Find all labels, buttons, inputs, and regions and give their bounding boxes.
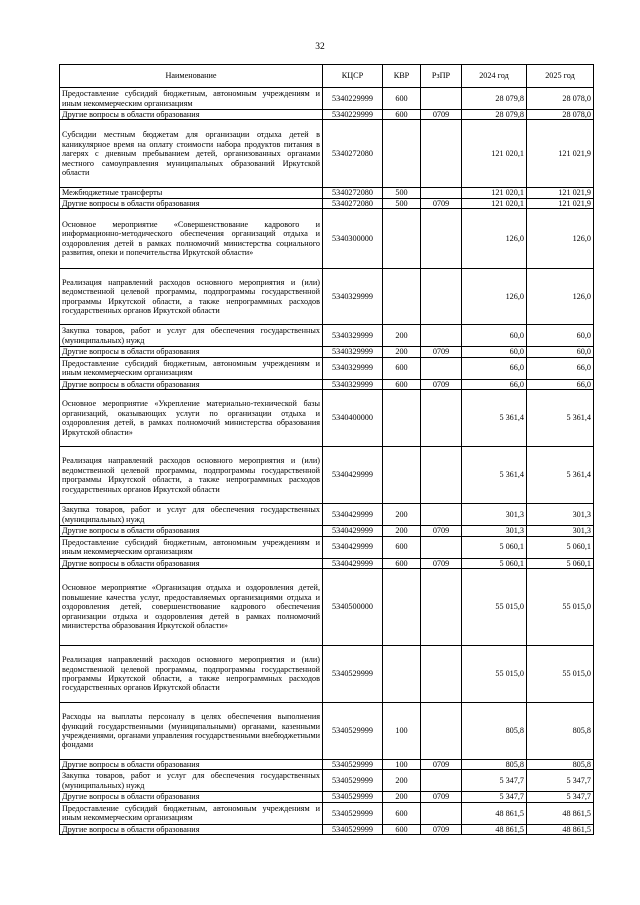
cell-rzpr [421, 447, 462, 504]
cell-kcsr: 5340329999 [323, 269, 383, 325]
cell-kvr: 600 [383, 379, 421, 389]
cell-name: Другие вопросы в области образования [60, 824, 323, 834]
cell-2025: 28 078,0 [527, 88, 594, 110]
cell-kvr: 100 [383, 759, 421, 769]
cell-kvr: 600 [383, 802, 421, 824]
cell-name: Основное мероприятие «Укрепление материально-технической базы организаций, оказывающих услуги по организации отдыха и оздоровления детей, в рамках полномочий министерства образования Иркутской области» [60, 390, 323, 447]
cell-kvr [383, 209, 421, 269]
table-row [60, 110, 594, 120]
cell-kcsr: 5340329999 [323, 325, 383, 347]
cell-kcsr: 5340229999 [323, 110, 383, 120]
cell-rzpr [421, 645, 462, 702]
cell-2025: 66,0 [527, 357, 594, 379]
table-row [60, 347, 594, 357]
cell-2024: 5 060,1 [462, 558, 527, 568]
cell-rzpr [421, 209, 462, 269]
cell-kcsr: 5340272080 [323, 188, 383, 198]
cell-rzpr: 0709 [421, 198, 462, 208]
cell-kvr [383, 120, 421, 188]
cell-kcsr: 5340329999 [323, 357, 383, 379]
cell-2025: 805,8 [527, 759, 594, 769]
cell-rzpr: 0709 [421, 526, 462, 536]
table-row [60, 198, 594, 208]
cell-kvr [383, 645, 421, 702]
cell-name: Другие вопросы в области образования [60, 347, 323, 357]
cell-kcsr: 5340529999 [323, 645, 383, 702]
cell-2024: 121 020,1 [462, 198, 527, 208]
cell-2025: 126,0 [527, 269, 594, 325]
cell-rzpr [421, 88, 462, 110]
header-kvr: КВР [383, 65, 421, 88]
cell-2025: 121 021,9 [527, 120, 594, 188]
cell-2024: 48 861,5 [462, 802, 527, 824]
cell-2024: 55 015,0 [462, 568, 527, 645]
cell-name: Расходы на выплаты персоналу в целях обеспечения выполнения функций государственными (муниципальными) органами, казенными учреждениями, органами управления государственными внебюджетными фондами [60, 702, 323, 759]
cell-2025: 121 021,9 [527, 198, 594, 208]
cell-kcsr: 5340400000 [323, 390, 383, 447]
table-row [60, 390, 594, 447]
cell-name: Предоставление субсидий бюджетным, автономным учреждениям и иным некоммерческим организациям [60, 536, 323, 558]
cell-2025: 55 015,0 [527, 645, 594, 702]
table-row [60, 645, 594, 702]
header-kcsr: КЦСР [323, 65, 383, 88]
cell-name: Реализация направлений расходов основного мероприятия и (или) ведомственной целевой программы, подпрограммы государственной программы Иркутской области, а также непрограммных расходов государственных органов Иркутской области [60, 645, 323, 702]
cell-kcsr: 5340429999 [323, 558, 383, 568]
cell-rzpr: 0709 [421, 110, 462, 120]
cell-2024: 126,0 [462, 209, 527, 269]
cell-kvr: 200 [383, 792, 421, 802]
cell-name: Закупка товаров, работ и услуг для обеспечения государственных (муниципальных) нужд [60, 770, 323, 792]
cell-kvr: 200 [383, 526, 421, 536]
table-body [60, 88, 594, 835]
cell-name: Предоставление субсидий бюджетным, автономным учреждениям и иным некоммерческим организациям [60, 802, 323, 824]
cell-kvr: 500 [383, 198, 421, 208]
cell-rzpr [421, 802, 462, 824]
table-row [60, 558, 594, 568]
cell-rzpr: 0709 [421, 759, 462, 769]
cell-name: Реализация направлений расходов основного мероприятия и (или) ведомственной целевой программы, подпрограммы государственной программы Иркутской области, а также непрограммных расходов государственных органов Иркутской области [60, 447, 323, 504]
header-year-2024: 2024 год [462, 65, 527, 88]
cell-kvr: 600 [383, 558, 421, 568]
cell-2024: 301,3 [462, 526, 527, 536]
cell-2024: 5 347,7 [462, 792, 527, 802]
cell-name: Другие вопросы в области образования [60, 110, 323, 120]
cell-2024: 5 347,7 [462, 770, 527, 792]
cell-2024: 28 079,8 [462, 110, 527, 120]
cell-2024: 60,0 [462, 325, 527, 347]
cell-name: Основное мероприятие «Совершенствование кадрового и информационно-методического обеспечения организаций отдыха и оздоровления детей в рамках полномочий министерства социального развития, опеки и попечительства Иркутской области» [60, 209, 323, 269]
table-row [60, 209, 594, 269]
cell-rzpr [421, 120, 462, 188]
cell-kcsr: 5340529999 [323, 802, 383, 824]
cell-name: Другие вопросы в области образования [60, 379, 323, 389]
cell-2024: 301,3 [462, 504, 527, 526]
table-row [60, 120, 594, 188]
cell-name: Межбюджетные трансферты [60, 188, 323, 198]
cell-kvr: 600 [383, 357, 421, 379]
table-header [60, 65, 594, 88]
cell-rzpr [421, 568, 462, 645]
cell-2024: 66,0 [462, 379, 527, 389]
table-row [60, 269, 594, 325]
table-row [60, 88, 594, 110]
table-row [60, 526, 594, 536]
cell-2024: 55 015,0 [462, 645, 527, 702]
cell-2024: 121 020,1 [462, 120, 527, 188]
cell-kcsr: 5340529999 [323, 770, 383, 792]
header-year-2025: 2025 год [527, 65, 594, 88]
table-row [60, 802, 594, 824]
cell-name: Другие вопросы в области образования [60, 526, 323, 536]
header-name: Наименование [60, 65, 323, 88]
cell-2025: 5 060,1 [527, 536, 594, 558]
cell-kcsr: 5340429999 [323, 447, 383, 504]
cell-kcsr: 5340272080 [323, 198, 383, 208]
cell-2025: 301,3 [527, 504, 594, 526]
cell-name: Предоставление субсидий бюджетным, автономным учреждениям и иным некоммерческим организациям [60, 88, 323, 110]
cell-name: Реализация направлений расходов основного мероприятия и (или) ведомственной целевой программы, подпрограммы государственной программы Иркутской области, а также непрограммных расходов государственных органов Иркутской области [60, 269, 323, 325]
cell-kcsr: 5340229999 [323, 88, 383, 110]
header-row [60, 65, 594, 88]
cell-2025: 60,0 [527, 325, 594, 347]
cell-kvr: 200 [383, 770, 421, 792]
cell-kcsr: 5340529999 [323, 824, 383, 834]
header-rzpr: РзПР [421, 65, 462, 88]
table-row [60, 536, 594, 558]
cell-2025: 126,0 [527, 209, 594, 269]
cell-2025: 66,0 [527, 379, 594, 389]
cell-rzpr [421, 504, 462, 526]
cell-name: Другие вопросы в области образования [60, 759, 323, 769]
cell-rzpr [421, 390, 462, 447]
table-row [60, 770, 594, 792]
budget-table [59, 64, 594, 835]
cell-name: Другие вопросы в области образования [60, 198, 323, 208]
cell-kvr: 600 [383, 824, 421, 834]
cell-2025: 48 861,5 [527, 824, 594, 834]
table-row [60, 379, 594, 389]
cell-name: Другие вопросы в области образования [60, 558, 323, 568]
cell-kcsr: 5340529999 [323, 702, 383, 759]
cell-kcsr: 5340429999 [323, 504, 383, 526]
cell-name: Закупка товаров, работ и услуг для обеспечения государственных (муниципальных) нужд [60, 504, 323, 526]
cell-2024: 805,8 [462, 702, 527, 759]
cell-2025: 28 078,0 [527, 110, 594, 120]
page-number: 32 [315, 42, 325, 52]
cell-kvr [383, 568, 421, 645]
cell-rzpr: 0709 [421, 347, 462, 357]
table-row [60, 568, 594, 645]
cell-kcsr: 5340329999 [323, 379, 383, 389]
cell-2025: 301,3 [527, 526, 594, 536]
cell-2025: 5 361,4 [527, 390, 594, 447]
cell-kcsr: 5340529999 [323, 759, 383, 769]
cell-kvr: 600 [383, 536, 421, 558]
cell-name: Предоставление субсидий бюджетным, автономным учреждениям и иным некоммерческим организациям [60, 357, 323, 379]
cell-kvr: 600 [383, 88, 421, 110]
cell-kcsr: 5340300000 [323, 209, 383, 269]
cell-name: Другие вопросы в области образования [60, 792, 323, 802]
cell-2025: 60,0 [527, 347, 594, 357]
cell-kvr [383, 269, 421, 325]
table-row [60, 792, 594, 802]
cell-2024: 5 361,4 [462, 390, 527, 447]
cell-rzpr [421, 357, 462, 379]
cell-2024: 60,0 [462, 347, 527, 357]
table-row [60, 357, 594, 379]
cell-kvr: 500 [383, 188, 421, 198]
cell-2025: 5 347,7 [527, 792, 594, 802]
cell-rzpr [421, 770, 462, 792]
table-row [60, 188, 594, 198]
table-row [60, 759, 594, 769]
cell-kvr: 600 [383, 110, 421, 120]
cell-2024: 121 020,1 [462, 188, 527, 198]
cell-rzpr [421, 702, 462, 759]
cell-2024: 126,0 [462, 269, 527, 325]
table-row [60, 824, 594, 834]
cell-2024: 28 079,8 [462, 88, 527, 110]
cell-kvr: 200 [383, 504, 421, 526]
table-row [60, 447, 594, 504]
cell-kvr: 200 [383, 325, 421, 347]
cell-rzpr [421, 269, 462, 325]
cell-rzpr [421, 188, 462, 198]
cell-kcsr: 5340329999 [323, 347, 383, 357]
cell-kvr [383, 390, 421, 447]
cell-2025: 48 861,5 [527, 802, 594, 824]
cell-kvr: 100 [383, 702, 421, 759]
cell-2024: 5 060,1 [462, 536, 527, 558]
cell-2025: 55 015,0 [527, 568, 594, 645]
cell-2025: 5 361,4 [527, 447, 594, 504]
cell-kcsr: 5340529999 [323, 792, 383, 802]
cell-kcsr: 5340500000 [323, 568, 383, 645]
cell-kcsr: 5340429999 [323, 526, 383, 536]
cell-2024: 48 861,5 [462, 824, 527, 834]
cell-2025: 121 021,9 [527, 188, 594, 198]
cell-kvr: 200 [383, 347, 421, 357]
cell-rzpr: 0709 [421, 379, 462, 389]
table-row [60, 325, 594, 347]
cell-rzpr: 0709 [421, 558, 462, 568]
table-row [60, 702, 594, 759]
cell-name: Основное мероприятие «Организация отдыха и оздоровления детей, повышение качества услуг, предоставляемых организациями отдыха и оздоровления детей, совершенствование кадрового обеспечения организации отдыха и оздоровления детей в рамках полномочий министерства образования Иркутской области» [60, 568, 323, 645]
cell-kcsr: 5340272080 [323, 120, 383, 188]
cell-2025: 805,8 [527, 702, 594, 759]
cell-name: Субсидии местным бюджетам для организации отдыха детей в каникулярное время на оплату стоимости набора продуктов питания в лагерях с дневным пребыванием детей, организованных органами местного самоуправления муниципальных образований Иркутской области [60, 120, 323, 188]
cell-name: Закупка товаров, работ и услуг для обеспечения государственных (муниципальных) нужд [60, 325, 323, 347]
table-row [60, 504, 594, 526]
cell-rzpr: 0709 [421, 824, 462, 834]
cell-kvr [383, 447, 421, 504]
cell-2024: 66,0 [462, 357, 527, 379]
cell-2025: 5 347,7 [527, 770, 594, 792]
cell-rzpr [421, 325, 462, 347]
cell-2024: 805,8 [462, 759, 527, 769]
cell-rzpr: 0709 [421, 792, 462, 802]
cell-2025: 5 060,1 [527, 558, 594, 568]
cell-rzpr [421, 536, 462, 558]
cell-kcsr: 5340429999 [323, 536, 383, 558]
cell-2024: 5 361,4 [462, 447, 527, 504]
